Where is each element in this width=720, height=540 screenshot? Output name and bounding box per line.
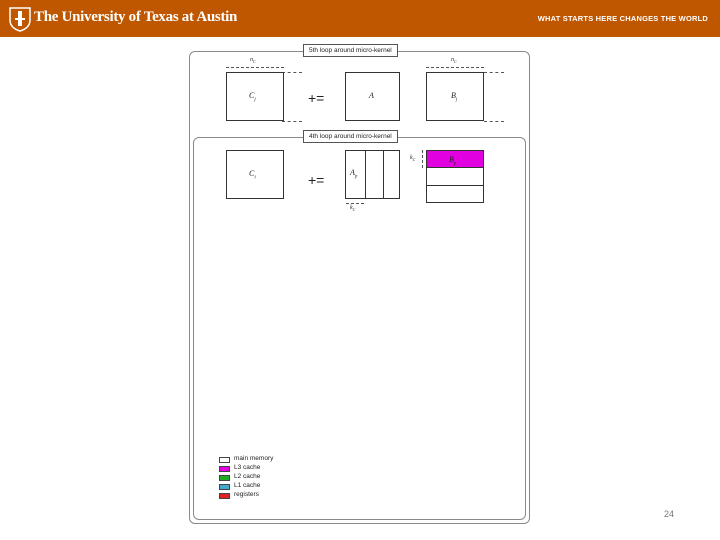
- fourth-loop-label: [303, 130, 398, 143]
- b-bottom-dashed-line: [484, 121, 504, 122]
- b-panel-divider: [426, 185, 484, 186]
- kc-b-letter: k: [410, 155, 413, 161]
- plus-equals-operator-4: +=: [308, 172, 325, 188]
- legend-label: registers: [234, 491, 259, 498]
- fifth-loop-ordinal: 5th: [309, 47, 319, 54]
- nc-right-label: [451, 57, 457, 64]
- c-j-sub: j: [254, 97, 256, 103]
- l1-cache-swatch: [219, 484, 230, 490]
- b-top-dashed-line: [484, 72, 504, 73]
- nc-left-sub: C: [253, 59, 256, 65]
- c-bottom-dashed-line: [282, 121, 302, 122]
- a-p-letter: A: [350, 168, 355, 177]
- registers-swatch: [219, 493, 230, 499]
- b-j-label: [451, 91, 457, 103]
- ut-tower-logo-icon: [8, 6, 32, 32]
- c-i-sub: i: [254, 175, 256, 181]
- nc-right-letter: n: [451, 57, 454, 63]
- fourth-loop-text: loop around micro-kernel: [318, 133, 392, 140]
- a-p-label: [350, 168, 357, 180]
- b-p-letter: B: [449, 155, 454, 164]
- b-j-sub: j: [455, 97, 458, 103]
- tagline: WHAT STARTS HERE CHANGES THE WORLD: [537, 14, 708, 23]
- a-p-sub: p: [354, 174, 358, 180]
- kc-a-sub: C: [352, 207, 356, 213]
- legend-label: L3 cache: [234, 464, 261, 471]
- a-p-divider-1: [365, 150, 366, 199]
- l2-cache-swatch: [219, 475, 230, 481]
- legend-label: L2 cache: [234, 473, 261, 480]
- c-i-letter: C: [249, 169, 255, 178]
- main-memory-swatch: [219, 457, 230, 463]
- l3-cache-swatch: [219, 466, 230, 472]
- c-i-label: [249, 169, 256, 181]
- c-top-dashed-line: [282, 72, 302, 73]
- legend-label: main memory: [234, 455, 274, 462]
- page-number: 24: [664, 509, 675, 519]
- plus-equals-operator: +=: [308, 90, 325, 106]
- b-p-sub: p: [453, 161, 457, 167]
- fifth-loop-text: loop around micro-kernel: [318, 47, 392, 54]
- a-p-divider-2: [383, 150, 384, 199]
- kc-a-dimension-line: [346, 203, 364, 204]
- kc-a-letter: k: [350, 205, 353, 211]
- fourth-loop-ordinal: 4th: [309, 133, 319, 140]
- kc-b-dimension-line: [422, 150, 423, 168]
- nc-right-dimension-line: [426, 67, 484, 68]
- header-bar: [0, 0, 720, 37]
- legend-label: L1 cache: [234, 482, 261, 489]
- b-p-label: [449, 155, 456, 167]
- nc-right-sub: C: [454, 59, 457, 65]
- nc-left-label: [250, 57, 256, 64]
- university-title: The University of Texas at Austin: [34, 9, 238, 25]
- kc-b-sub: C: [412, 157, 416, 163]
- fifth-loop-label: [303, 44, 398, 57]
- c-j-letter: C: [249, 91, 255, 100]
- b-j-letter: B: [451, 91, 456, 100]
- c-j-label: [249, 91, 256, 103]
- a-label: A: [369, 91, 374, 100]
- nc-left-letter: n: [250, 57, 253, 63]
- nc-left-dimension-line: [226, 67, 284, 68]
- kc-a-label: [350, 205, 355, 212]
- kc-b-label: [410, 155, 415, 162]
